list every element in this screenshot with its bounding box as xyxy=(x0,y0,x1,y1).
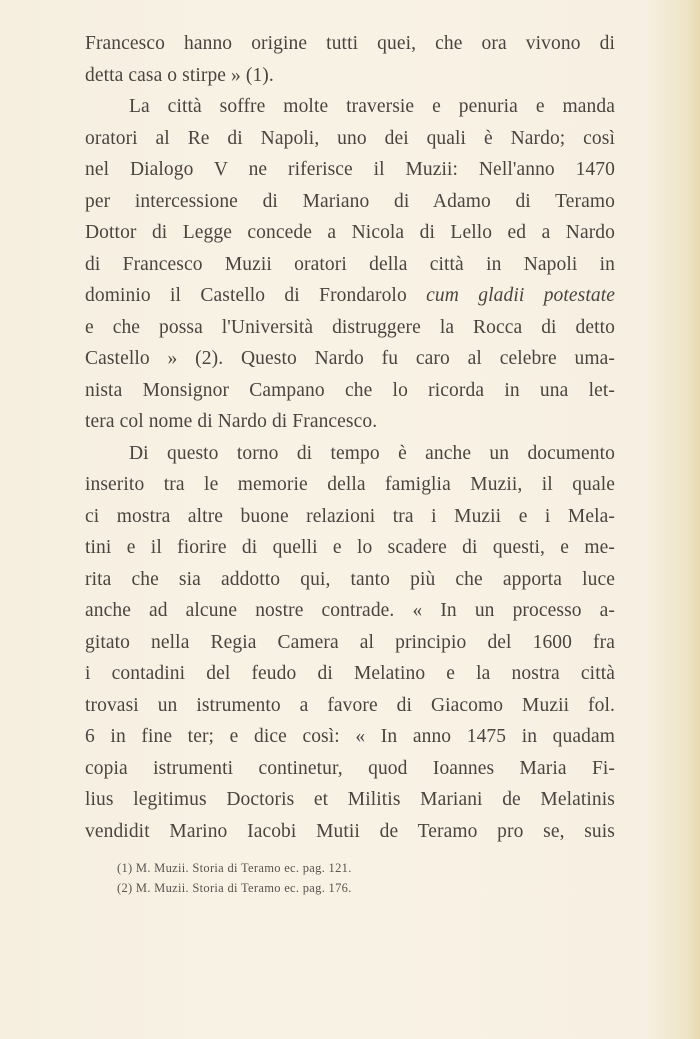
text-line: anche ad alcune nostre contrade. « In un processo a- xyxy=(85,600,615,621)
text-line: nista Monsignor Campano che lo ricorda in una let- xyxy=(85,379,615,401)
text-line xyxy=(85,280,615,312)
text-line: Castello » (2). Questo Nardo fu caro al celebre uma- xyxy=(85,348,615,369)
text-line: tera col nome di Nardo di Francesco. xyxy=(85,411,378,432)
text-line: Dottor di Legge concede a Nicola di Lello ed a Nardo xyxy=(85,222,615,243)
text-line: gitato nella Regia Camera al principio del 1600 fra xyxy=(85,631,615,653)
text-line: inserito tra le memorie della famiglia Muzii, il quale xyxy=(85,474,615,495)
text-segment: dominio il Castello di Frondarolo xyxy=(85,285,407,306)
text-line: per intercessione di Mariano di Adamo di Teramo xyxy=(85,190,615,212)
text-line: 6 in fine ter; e dice così: « In anno 1475 in quadam xyxy=(85,726,615,747)
footnote: (2) M. Muzii. Storia di Teramo ec. pag. 176. xyxy=(117,881,352,895)
text-line: oratori al Re di Napoli, uno dei quali è Nardo; così xyxy=(85,127,615,149)
footnotes xyxy=(117,858,537,898)
text-line: Di questo torno di tempo è anche un documento xyxy=(129,442,615,464)
text-line: vendidit Marino Iacobi Mutii de Teramo pro se, suis xyxy=(85,820,615,842)
text-line: La città soffre molte traversie e penuria e manda xyxy=(129,96,615,117)
text-line: i contadini del feudo di Melatino e la nostra città xyxy=(85,663,615,684)
text-line: tini e il fiorire di quelli e lo scadere di questi, e me- xyxy=(85,537,615,558)
text-line: detta casa o stirpe » (1). xyxy=(85,64,274,86)
text-line: rita che sia addotto qui, tanto più che apporta luce xyxy=(85,568,615,590)
body-text xyxy=(85,28,615,847)
footnote: (1) M. Muzii. Storia di Teramo ec. pag. 121. xyxy=(117,861,352,875)
text-line: nel Dialogo V ne riferisce il Muzii: Nell'anno 1470 xyxy=(85,159,615,180)
text-line: ci mostra altre buone relazioni tra i Muzii e i Mela- xyxy=(85,505,615,527)
text-line: e che possa l'Università distruggere la Rocca di detto xyxy=(85,316,615,338)
text-line: lius legitimus Doctoris et Militis Mariani de Melatinis xyxy=(85,789,615,810)
text-line: di Francesco Muzii oratori della città in Napoli in xyxy=(85,253,615,275)
text-line: trovasi un istrumento a favore di Giacomo Muzii fol. xyxy=(85,694,615,716)
text-line: copia istrumenti continetur, quod Ioannes Maria Fi- xyxy=(85,757,615,779)
text-line: Francesco hanno origine tutti quei, che ora vivono di xyxy=(85,33,615,54)
italic-phrase: cum gladii potestate xyxy=(426,285,615,306)
